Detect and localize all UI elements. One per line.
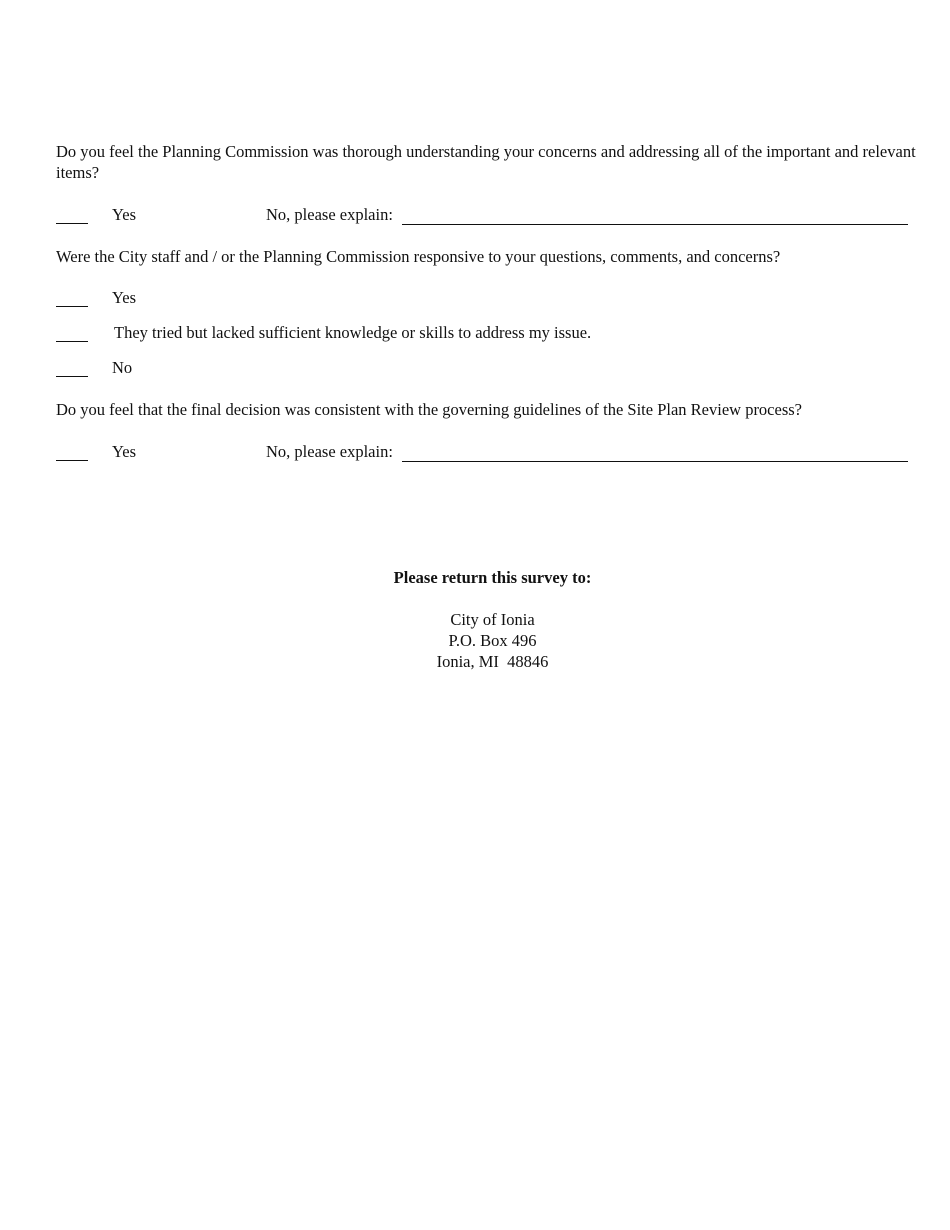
question-2-option-3-blank[interactable] (56, 376, 88, 377)
question-2-option-3-label: No (112, 358, 133, 377)
question-2-option-2-row (56, 322, 908, 344)
question-1-yes-label: Yes (112, 205, 137, 224)
return-title-text: Please return this survey to: (393, 568, 592, 587)
question-1-answer-row (56, 204, 908, 226)
return-address-line-2: P.O. Box 496 (448, 631, 537, 650)
return-address-line-3: Ionia, MI 48846 (436, 652, 549, 671)
question-2-option-2-blank[interactable] (56, 341, 88, 342)
question-3-explain-label: No, please explain: (266, 442, 393, 461)
question-2-option-1-blank[interactable] (56, 306, 88, 307)
question-1-explain-field[interactable] (402, 224, 908, 225)
question-3-yes-blank[interactable] (56, 460, 88, 461)
question-2-option-1-row (56, 287, 908, 309)
return-address-line-1: City of Ionia (450, 610, 535, 629)
question-3-text: Do you feel that the final decision was consistent with the governing guidelines of the Site Plan Review process? (56, 400, 802, 419)
question-3-answer-row (56, 441, 908, 463)
question-3-yes-label: Yes (112, 442, 137, 461)
question-2-option-1-label: Yes (112, 288, 137, 307)
question-1-explain-label: No, please explain: (266, 205, 393, 224)
question-2-option-3-row (56, 357, 908, 379)
question-1-text: Do you feel the Planning Commission was thorough understanding your concerns and addressing all of the important and relevant items? (56, 142, 916, 182)
question-1-yes-blank[interactable] (56, 223, 88, 224)
question-3-explain-field[interactable] (402, 461, 908, 462)
question-2-text: Were the City staff and / or the Planning Commission responsive to your questions, comments, and concerns? (56, 247, 781, 266)
question-2-option-2-label: They tried but lacked sufficient knowledge or skills to address my issue. (114, 323, 592, 342)
return-title (0, 567, 950, 588)
